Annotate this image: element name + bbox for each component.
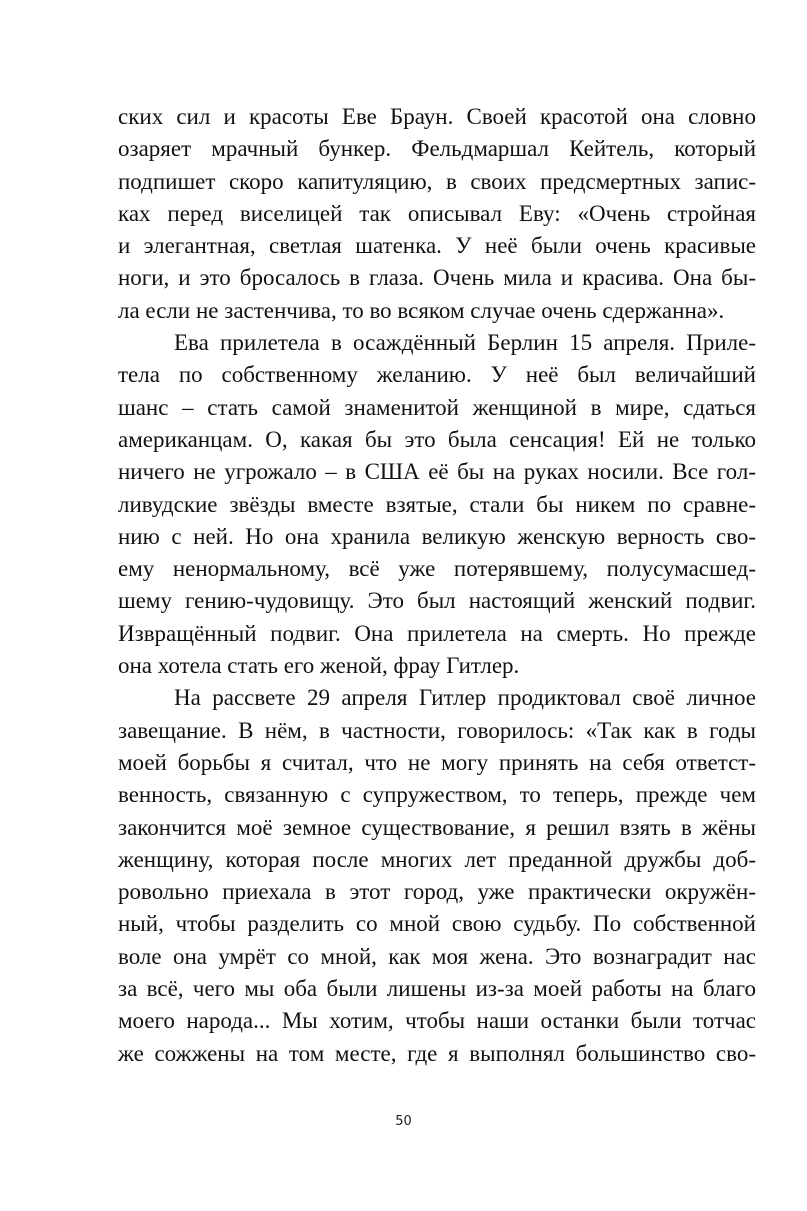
text-line: ровольно приехала в этот город, уже практически окружён- <box>118 879 756 905</box>
text-line: Ева прилетела в осаждённый Берлин 15 апреля. Приле- <box>174 330 756 356</box>
text-line: подпишет скоро капитуляцию, в своих предсмертных запис- <box>118 168 756 194</box>
text-line: тела по собственному желанию. У неё был величайший <box>118 362 756 388</box>
text-line: за всё, чего мы оба были лишены из-за моей работы на благо <box>118 976 756 1002</box>
text-line: ничего не угрожало – в США её бы на руках носили. Все гол- <box>118 459 756 485</box>
text-line: ских сил и красоты Еве Браун. Своей красотой она словно <box>118 104 756 129</box>
text-line: На рассвете 29 апреля Гитлер продиктовал своё личное <box>174 685 756 711</box>
text-line: воле она умрёт со мной, как моя жена. Это вознаградит нас <box>118 943 756 969</box>
text-line: шанс – стать самой знаменитой женщиной в мире, сдаться <box>118 394 756 420</box>
text-line: закончится моё земное существование, я решил взять в жёны <box>118 814 756 840</box>
paragraph <box>118 682 756 1070</box>
text-line: же сожжены на том месте, где я выполнял большинство сво- <box>118 1040 756 1066</box>
text-line: озаряет мрачный бункер. Фельдмаршал Кейтель, который <box>118 136 756 162</box>
page-body <box>118 101 756 1070</box>
text-line: она хотела стать его женой, фрау Гитлер. <box>118 653 520 679</box>
text-line: венность, связанную с супружеством, то теперь, прежде чем <box>118 782 756 808</box>
text-line: шему гению-чудовищу. Это был настоящий женский подвиг. <box>118 588 756 614</box>
text-line: ливудские звёзды вместе взятые, стали бы никем по сравне- <box>118 491 756 517</box>
paragraph <box>118 101 756 327</box>
text-line: американцам. О, какая бы это была сенсация! Ей не только <box>118 426 756 452</box>
text-line: ему ненормальному, всё уже потерявшему, полусумасшед- <box>118 556 756 582</box>
text-line: ный, чтобы разделить со мной свою судьбу. По собственной <box>118 911 756 937</box>
paragraph <box>118 327 756 682</box>
text-line: нию с ней. Но она хранила великую женскую верность сво- <box>118 523 756 549</box>
text-line: ках перед виселицей так описывал Еву: «Очень стройная <box>118 200 756 226</box>
text-line: женщину, которая после многих лет преданной дружбы доб- <box>118 846 756 872</box>
text-line: Извращённый подвиг. Она прилетела на смерть. Но прежде <box>118 620 756 646</box>
page-number: 50 <box>395 1114 412 1129</box>
text-line: моей борьбы я считал, что не могу принять на себя ответст- <box>118 749 756 775</box>
text-line: и элегантная, светлая шатенка. У неё были очень красивые <box>118 233 756 259</box>
text-line: моего народа... Мы хотим, чтобы наши останки были тотчас <box>118 1008 756 1034</box>
text-line: ла если не застенчива, то во всяком случае очень сдержанна». <box>118 297 725 323</box>
text-line: ноги, и это бросалось в глаза. Очень мила и красива. Она бы- <box>118 265 756 291</box>
text-line: завещание. В нём, в частности, говорилось: «Так как в годы <box>118 717 756 743</box>
